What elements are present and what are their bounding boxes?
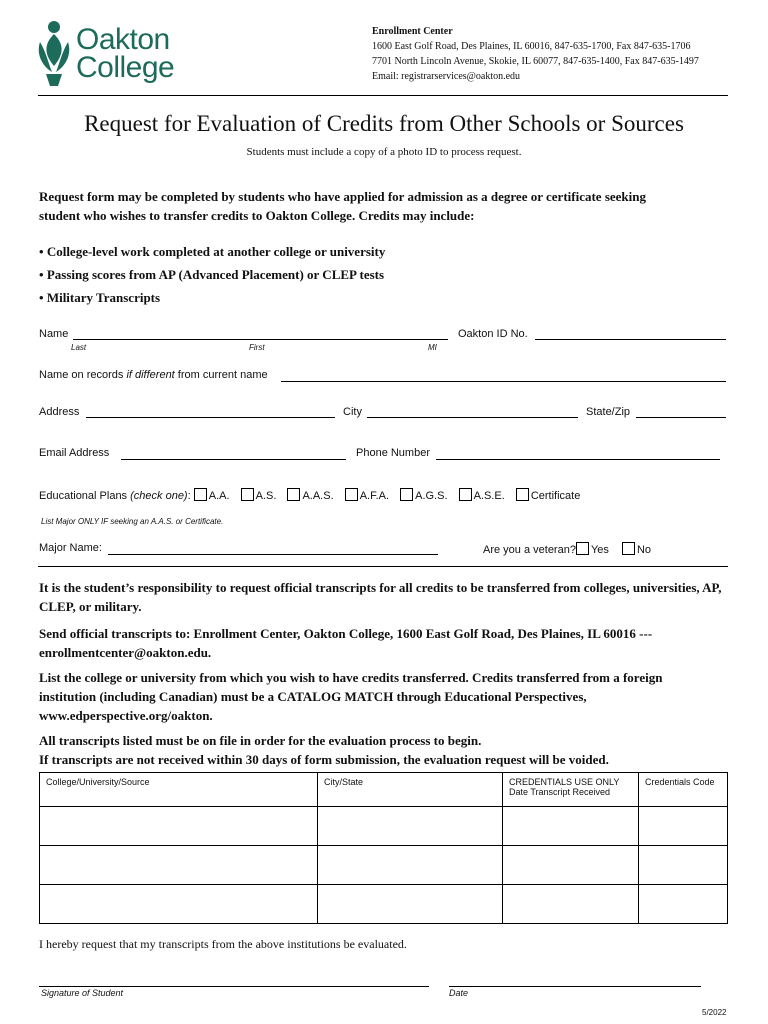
send-transcripts-text: [39, 624, 652, 662]
leaf-emblem-icon: [36, 20, 72, 88]
list-item-text: College-level work completed at another college or university: [46, 244, 386, 259]
column-header: Credentials Code: [639, 773, 728, 807]
plan-option-label: A.S.E.: [473, 490, 505, 502]
table-cell[interactable]: [639, 846, 728, 885]
column-header: College/University/Source: [40, 773, 318, 807]
list-item-text: Passing scores from AP (Advanced Placement) or CLEP tests: [46, 267, 385, 282]
signature-input[interactable]: [39, 974, 429, 987]
major-input[interactable]: [108, 542, 438, 555]
name-mi-hint: MI: [428, 343, 437, 352]
address-label: Address: [39, 406, 80, 418]
table-cell[interactable]: [503, 807, 639, 846]
column-header-subtext: Date Transcript Received: [509, 787, 611, 797]
plan-option-label: A.S.: [255, 490, 277, 502]
major-label: Major Name:: [39, 542, 102, 554]
oakton-id-label: Oakton ID No.: [458, 328, 528, 340]
list-item: • College-level work completed at another college or university: [39, 244, 386, 259]
logo-line-oakton: Oakton: [76, 23, 170, 56]
logo-line-college: College: [76, 51, 175, 84]
city-label: City: [343, 406, 362, 418]
table-row: [40, 807, 728, 846]
veteran-yes-label: Yes: [590, 544, 609, 556]
checkbox[interactable]: [345, 488, 358, 501]
phone-label: Phone Number: [356, 447, 430, 459]
plan-option-label: A.A.: [208, 490, 230, 502]
plan-option-afa[interactable]: [345, 488, 389, 502]
list-college-line: www.edperspective.org/oakton.: [39, 708, 213, 723]
oakton-id-input[interactable]: [535, 327, 726, 340]
responsibility-line: It is the student’s responsibility to request official transcripts for all credits to be transferred from colleges, universities, AP,: [39, 580, 722, 595]
plan-option-ags[interactable]: [400, 488, 447, 502]
phone-input[interactable]: [436, 447, 720, 460]
intro-text: [39, 187, 646, 225]
list-college-text: [39, 668, 662, 725]
checkbox[interactable]: [287, 488, 300, 501]
table-cell[interactable]: [318, 807, 503, 846]
plan-option-label: A.F.A.: [359, 490, 390, 502]
table-cell[interactable]: [318, 846, 503, 885]
section-divider: [38, 566, 728, 567]
table-row: [40, 846, 728, 885]
veteran-no-checkbox[interactable]: [622, 542, 635, 555]
responsibility-line: CLEP, or military.: [39, 599, 142, 614]
column-header-text: CREDENTIALS USE ONLY: [509, 777, 620, 787]
name-input[interactable]: [73, 327, 448, 340]
veteran-yes-checkbox[interactable]: [576, 542, 589, 555]
table-cell[interactable]: [639, 807, 728, 846]
statezip-label: State/Zip: [586, 406, 631, 418]
educational-plans-label: Educational Plans: [39, 490, 131, 502]
header-divider: [38, 95, 728, 96]
checkbox[interactable]: [459, 488, 472, 501]
request-statement: I hereby request that my transcripts from the above institutions be evaluated.: [39, 937, 407, 951]
plan-option-ase[interactable]: [459, 488, 505, 502]
address-input[interactable]: [86, 405, 335, 418]
plan-option-aa[interactable]: [194, 488, 230, 502]
list-college-line: institution (including Canadian) must be a CATALOG MATCH through Educational Perspectives,: [39, 689, 587, 704]
table-header-row: [40, 773, 728, 807]
page-subtitle: Students must include a copy of a photo ID to process request.: [246, 146, 522, 158]
plan-option-as[interactable]: [241, 488, 277, 502]
table-cell[interactable]: [40, 807, 318, 846]
plan-option-label: A.G.S.: [415, 490, 448, 502]
table-cell[interactable]: [503, 885, 639, 924]
form-revision-date: 5/2022: [702, 1008, 727, 1017]
column-header: City/State: [318, 773, 503, 807]
records-name-input[interactable]: [281, 369, 726, 382]
table-cell[interactable]: [40, 885, 318, 924]
transcripts-note-line: All transcripts listed must be on file in order for the evaluation process to begin.: [39, 733, 482, 748]
records-name-label-pre: Name on records: [39, 369, 127, 381]
name-label: Name: [39, 328, 69, 340]
responsibility-text: [39, 578, 722, 616]
veteran-no-label: No: [636, 544, 652, 556]
statezip-input[interactable]: [636, 405, 726, 418]
plan-option-certificate[interactable]: [516, 488, 581, 502]
veteran-label: Are you a veteran?: [483, 544, 576, 556]
send-line: enrollmentcenter@oakton.edu.: [39, 645, 212, 660]
list-item: • Passing scores from AP (Advanced Placement) or CLEP tests: [39, 267, 385, 282]
plan-option-label: A.A.S.: [302, 490, 334, 502]
educational-plans-row: [39, 488, 588, 502]
table-cell[interactable]: [503, 846, 639, 885]
contact-heading: Enrollment Center: [372, 26, 453, 37]
records-name-label-post: from current name: [174, 369, 268, 381]
transcripts-note-line: If transcripts are not received within 30 days of form submission, the evaluation request will be voided.: [39, 752, 609, 767]
city-input[interactable]: [367, 405, 578, 418]
veteran-row: [483, 542, 651, 556]
checkbox[interactable]: [194, 488, 207, 501]
credit-types-list: [39, 244, 385, 313]
institutions-table: [39, 772, 728, 924]
checkbox[interactable]: [400, 488, 413, 501]
table-cell[interactable]: [40, 846, 318, 885]
records-name-label-italic: if different: [126, 369, 175, 381]
list-college-line: List the college or university from which you wish to have credits transferred. Credits transferred from a foreign: [39, 670, 663, 685]
contact-address-des-plaines: 1600 East Golf Road, Des Plaines, IL 60016, 847-635-1700, Fax 847-635-1706: [372, 41, 691, 52]
name-first-hint: First: [249, 343, 265, 352]
checkbox[interactable]: [516, 488, 529, 501]
name-last-hint: Last: [71, 343, 87, 352]
date-label: Date: [449, 988, 469, 998]
contact-block: [372, 24, 752, 84]
oakton-logo: [36, 20, 186, 92]
send-line: Send official transcripts to: Enrollment Center, Oakton College, 1600 East Golf Road, Des Plaines, IL 60016 ---: [39, 626, 653, 641]
table-cell[interactable]: [318, 885, 503, 924]
educational-plans-hint: (check one): [130, 490, 188, 502]
date-input[interactable]: [449, 974, 701, 987]
signature-label: Signature of Student: [41, 988, 124, 998]
transcripts-note: [39, 731, 609, 769]
major-note: List Major ONLY IF seeking an A.A.S. or Certificate.: [41, 517, 224, 526]
email-input[interactable]: [121, 447, 346, 460]
intro-line: Request form may be completed by students who have applied for admission as a degree or certificate seeking: [39, 189, 646, 204]
table-cell[interactable]: [639, 885, 728, 924]
column-header-credentials: [503, 773, 639, 807]
page-title: Request for Evaluation of Credits from Other Schools or Sources: [84, 111, 684, 136]
contact-email: Email: registrarservices@oakton.edu: [372, 71, 521, 82]
plan-option-aas[interactable]: [287, 488, 333, 502]
checkbox[interactable]: [241, 488, 254, 501]
intro-line: student who wishes to transfer credits to Oakton College. Credits may include:: [39, 208, 475, 223]
list-item: • Military Transcripts: [39, 290, 161, 305]
email-label: Email Address: [39, 447, 110, 459]
records-name-label: [39, 369, 268, 381]
list-item-text: Military Transcripts: [46, 290, 161, 305]
educational-plans-colon: :: [187, 490, 191, 502]
plan-option-label: Certificate: [530, 490, 581, 502]
table-row: [40, 885, 728, 924]
contact-address-skokie: 7701 North Lincoln Avenue, Skokie, IL 60077, 847-635-1400, Fax 847-635-1497: [372, 56, 699, 67]
